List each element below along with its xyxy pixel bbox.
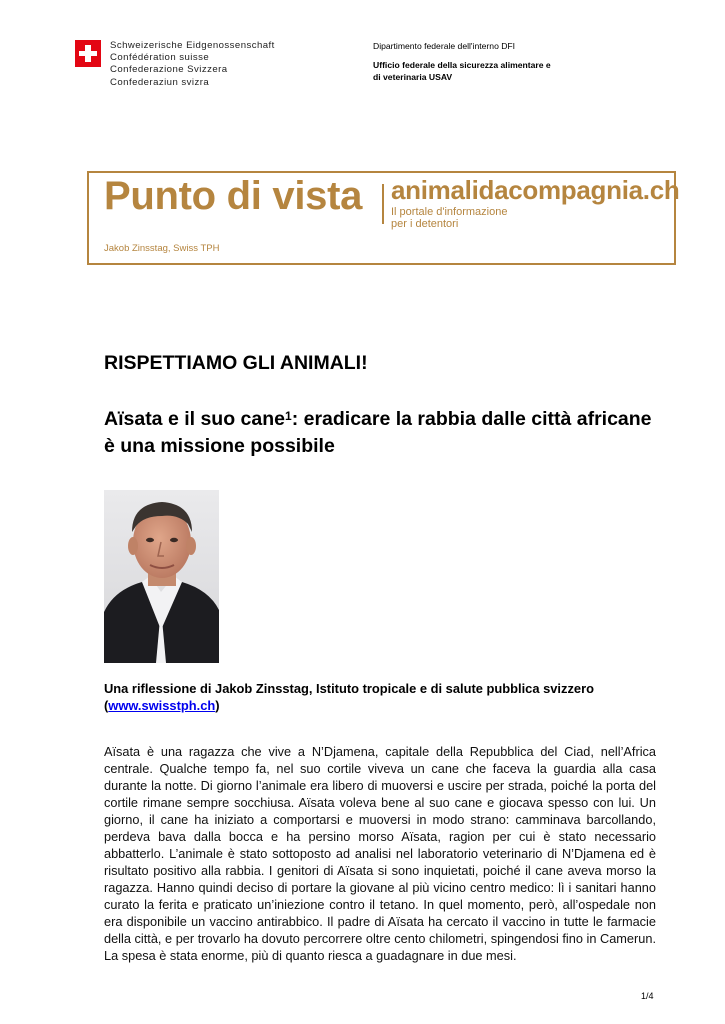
- office-name-line2: di veterinaria USAV: [373, 72, 453, 82]
- lead-paren-open: (: [104, 698, 109, 713]
- swiss-flag-icon: [75, 40, 101, 67]
- banner-tagline-line2: per i detentori: [391, 217, 459, 230]
- lead-paren-close: ): [215, 698, 220, 713]
- office-name: [373, 59, 583, 83]
- author-photo: [104, 490, 219, 663]
- department-name: Dipartimento federale dell'interno DFI: [373, 41, 516, 51]
- office-name-line1: Ufficio federale della sicurezza alimentare e: [373, 60, 551, 70]
- banner-tagline-line1: Il portale d'informazione: [391, 206, 508, 218]
- confederation-name-de: Schweizerische Eidgenossenschaft: [110, 40, 275, 51]
- banner-site-name: animalidacompagnia.ch: [391, 175, 680, 205]
- article-heading: RISPETTIAMO GLI ANIMALI!: [104, 352, 368, 374]
- confederation-name-fr: Confédération suisse: [110, 52, 210, 64]
- swisstph-link[interactable]: www.swisstph.ch: [108, 698, 216, 713]
- banner-author: Jakob Zinsstag, Swiss TPH: [104, 243, 220, 254]
- article-subheading: [104, 406, 664, 460]
- article-body: Aïsata è una ragazza che vive a N’Djamena, capitale della Repubblica del Ciad, nell’Africa centrale. Qualche tempo fa, nel suo cortile viveva un cane che faceva la guardia alla casa durante la notte. Di giorno l’animale era libero di muoversi e uscire per strada, poiché la porta del cortile rimane sempre socchiusa. Aïsata voleva bene al suo cane e giocava spesso con lui. Un giorno, il cane ha iniziato a comportarsi e muoversi in modo strano: camminava barcollando, perdeva bava dalla bocca e ha persino morso Aïsata, ragion per cui è stato necessario abbatterlo. L’animale è stato sottoposto ad analisi nel laboratorio veterinario di N’Djamena ed è risultato positivo alla rabbia. I genitori di Aïsata si sono inquietati, poiché il cane aveva morso la ragazza. Hanno quindi deciso di portare la giovane al più vicino centro medico: lì i sanitari hanno curato la ferita e praticato un’iniezione contro il tetano. In quel momento, però, all’ospedale non era disponibile un vaccino antirabbico. Il padre di Aïsata ha cercato il vaccino in tutte le farmacie della città, e per trovarlo ha dovuto percorrere oltre cento chilometri, spingendosi fino in Camerun. La spesa è stata enorme, più di quanto riesca a guadagnare in due mesi.: [104, 744, 656, 963]
- confederation-names: [110, 40, 275, 89]
- article-lead: [104, 680, 664, 714]
- subheading-part1: Aïsata e il suo cane: [104, 408, 285, 430]
- lead-text: Una riflessione di Jakob Zinsstag, Istituto tropicale e di salute pubblica svizzero: [104, 681, 594, 696]
- page-number: 1/4: [641, 991, 654, 1001]
- banner-tagline: [391, 207, 507, 230]
- banner-title: Punto di vista: [104, 174, 363, 218]
- confederation-name-it: Confederazione Svizzera: [110, 64, 228, 76]
- confederation-name-rm: Confederaziun svizra: [110, 76, 210, 88]
- banner-divider: [382, 184, 384, 224]
- footnote-marker: 1: [285, 409, 292, 423]
- subheading-part2: : eradicare la rabbia dalle città africane è una missione possibile: [104, 408, 652, 457]
